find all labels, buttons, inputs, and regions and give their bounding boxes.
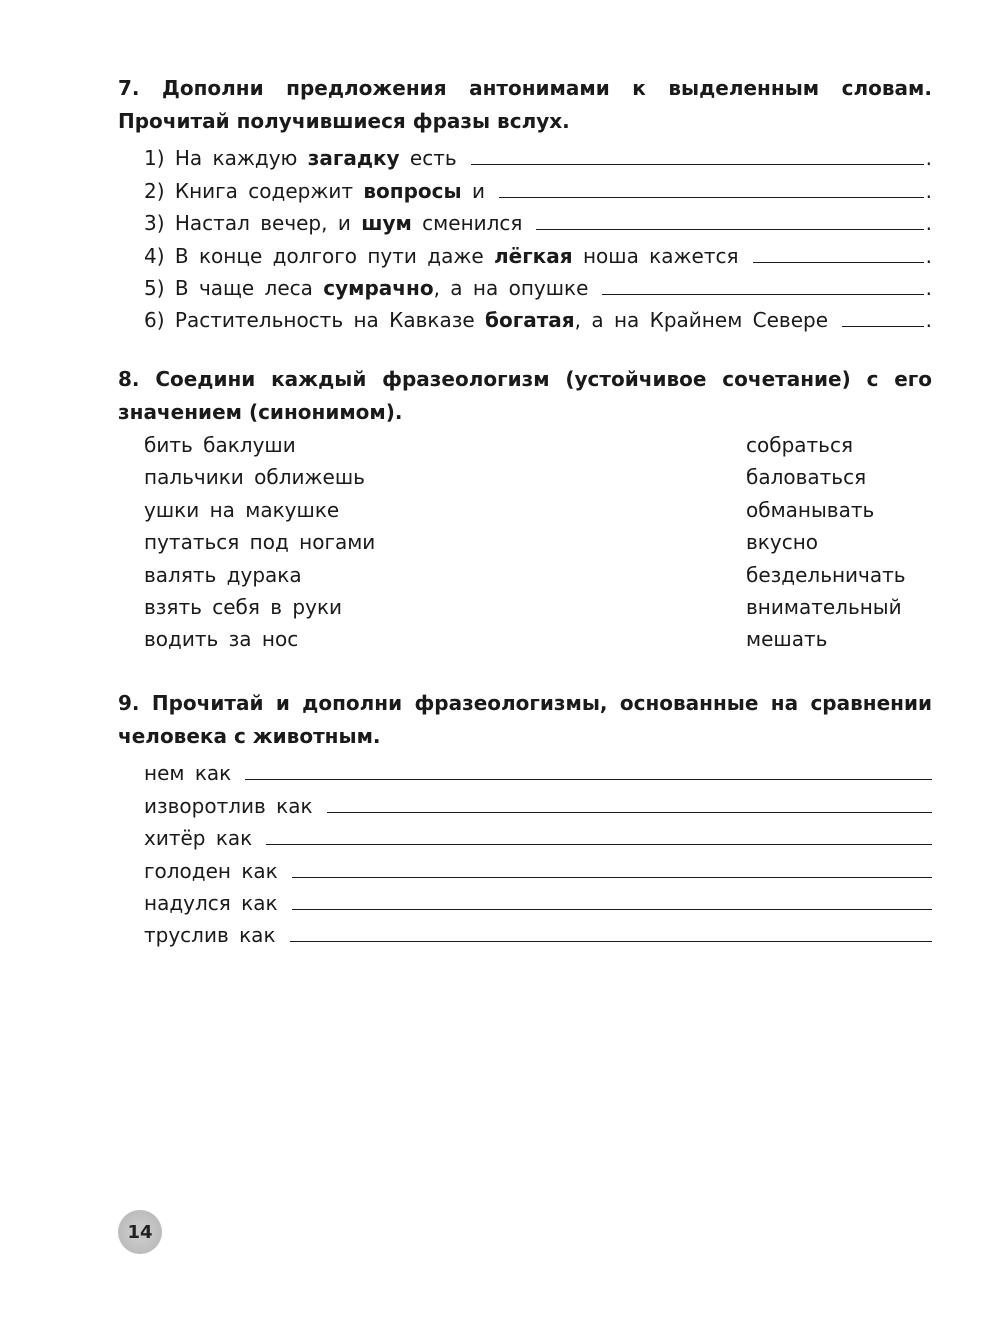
task-7-title: 7. Дополни предложения антонимами к выделенным словам. Прочитай получившиеся фразы вслух. <box>118 76 932 133</box>
highlighted-word: загадку <box>307 146 400 171</box>
meaning-item[interactable]: вкусно <box>746 530 819 555</box>
sentence-text <box>144 308 842 332</box>
sentence-before: 4) В конце долгого пути даже <box>144 243 495 268</box>
task-8-columns <box>118 429 932 656</box>
highlighted-word: вопросы <box>363 178 462 203</box>
highlighted-word: лёгкая <box>494 243 573 268</box>
idiom-item[interactable]: водить за нос <box>144 627 299 652</box>
sentence-text <box>144 211 536 235</box>
sentence-text <box>144 146 471 170</box>
sentence-row <box>118 203 932 235</box>
idiom-item[interactable]: пальчики оближешь <box>144 465 365 490</box>
meaning-item[interactable]: обманывать <box>746 497 875 522</box>
comparison-text: изворотлив как <box>144 793 313 818</box>
meanings-column <box>746 429 932 656</box>
meaning-item[interactable]: баловаться <box>746 465 867 490</box>
comparison-row <box>118 818 932 850</box>
highlighted-word: шум <box>361 211 412 236</box>
sentence-period: . <box>925 178 932 203</box>
sentence-before: 3) Настал вечер, и <box>144 211 362 236</box>
comparison-text: голоден как <box>144 858 278 883</box>
idiom-item[interactable]: путаться под ногами <box>144 530 376 555</box>
task-8 <box>118 363 932 656</box>
sentence-after: ноша кажется <box>572 243 739 268</box>
sentence-row <box>118 170 932 202</box>
answer-blank[interactable] <box>471 164 924 165</box>
sentence-before: 1) На каждую <box>144 146 308 171</box>
task-9-comparisons <box>118 753 932 947</box>
answer-blank[interactable] <box>842 326 924 327</box>
answer-blank[interactable] <box>536 229 924 230</box>
comparison-row <box>118 850 932 882</box>
highlighted-word: сумрачно <box>323 275 434 300</box>
sentence-after: , а на опушке <box>433 275 589 300</box>
idiom-item[interactable]: взять себя в руки <box>144 594 343 619</box>
answer-blank[interactable] <box>292 909 932 910</box>
sentence-row <box>118 300 932 332</box>
task-8-title: 8. Соедини каждый фразеологизм (устойчивое сочетание) с его значением (синонимом). <box>118 367 932 424</box>
sentence-text <box>144 179 499 203</box>
meaning-item[interactable]: мешать <box>746 627 828 652</box>
comparison-text: хитёр как <box>144 826 253 851</box>
comparison-text: нем как <box>144 761 232 786</box>
answer-blank[interactable] <box>602 294 924 295</box>
comparison-row <box>118 753 932 785</box>
sentence-after: и <box>461 178 485 203</box>
task-9-title: 9. Прочитай и дополни фразеологизмы, основанные на сравнении человека с животным. <box>118 691 932 748</box>
page-number: 14 <box>127 1221 153 1243</box>
sentence-period: . <box>925 308 932 333</box>
task-7 <box>118 72 932 332</box>
idiom-item[interactable]: ушки на макушке <box>144 497 340 522</box>
comparison-text: надулся как <box>144 890 278 915</box>
idioms-column <box>144 429 375 656</box>
task-7-sentences <box>118 138 932 332</box>
sentence-after: , а на Крайнем Севере <box>574 308 828 333</box>
answer-blank[interactable] <box>327 812 932 813</box>
answer-blank[interactable] <box>753 262 924 263</box>
sentence-row <box>118 235 932 267</box>
sentence-period: . <box>925 146 932 171</box>
comparison-row <box>118 883 932 915</box>
meaning-item[interactable]: бездельничать <box>746 562 906 587</box>
sentence-period: . <box>925 211 932 236</box>
sentence-period: . <box>925 275 932 300</box>
sentence-row <box>118 268 932 300</box>
idiom-item[interactable]: валять дурака <box>144 562 302 587</box>
comparison-row <box>118 915 932 947</box>
meaning-item[interactable]: собраться <box>746 433 853 457</box>
answer-blank[interactable] <box>266 844 932 845</box>
sentence-after: есть <box>399 146 457 171</box>
idiom-item[interactable]: бить баклуши <box>144 433 296 457</box>
sentence-text <box>144 276 602 300</box>
task-9 <box>118 687 932 947</box>
sentence-after: сменился <box>411 211 523 236</box>
sentence-period: . <box>925 243 932 268</box>
meaning-item[interactable]: внимательный <box>746 594 902 619</box>
highlighted-word: богатая <box>485 308 575 333</box>
sentence-before: 5) В чаще леса <box>144 275 324 300</box>
answer-blank[interactable] <box>290 941 932 942</box>
answer-blank[interactable] <box>499 197 924 198</box>
comparison-text: труслив как <box>144 923 276 948</box>
comparison-row <box>118 785 932 817</box>
sentence-text <box>144 244 753 268</box>
answer-blank[interactable] <box>245 779 932 780</box>
sentence-row <box>118 138 932 170</box>
answer-blank[interactable] <box>292 877 932 878</box>
page-number-badge <box>118 1210 162 1254</box>
sentence-before: 2) Книга содержит <box>144 178 364 203</box>
sentence-before: 6) Растительность на Кавказе <box>144 308 486 333</box>
